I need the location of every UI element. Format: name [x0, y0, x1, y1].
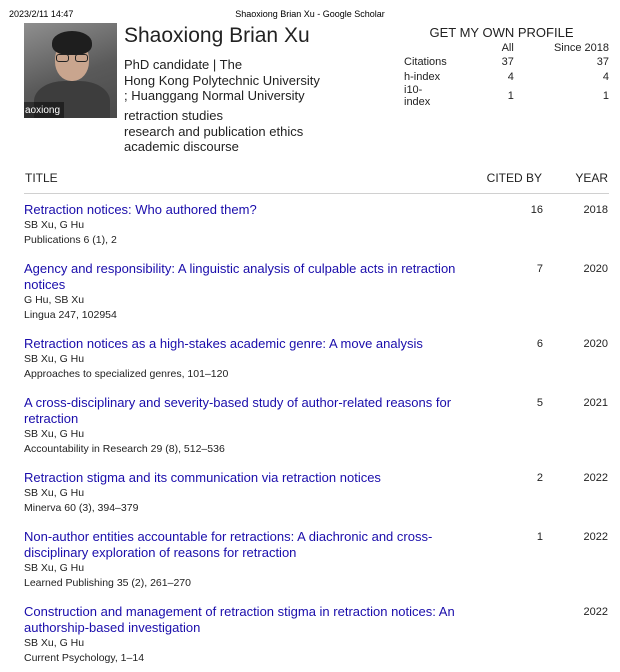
profile-affiliation — [124, 57, 339, 104]
publication-authors: G Hu, SB Xu — [24, 294, 85, 306]
publication-venue: Accountability in Research 29 (8), 512–536 — [24, 443, 225, 455]
stats-row-label: Citations — [404, 56, 447, 69]
publication-cited-by[interactable]: 6 — [536, 338, 543, 350]
publication-venue: Current Psychology, 1–14 — [24, 652, 145, 664]
publication-cited-by[interactable]: 1 — [536, 531, 543, 543]
column-header-cited-by[interactable]: CITED BY — [486, 171, 542, 185]
publication-row — [24, 470, 609, 516]
publication-cited-by[interactable]: 7 — [536, 263, 543, 275]
publication-authors: SB Xu, G Hu — [24, 487, 85, 499]
stats-row — [404, 84, 609, 108]
stats-row-since: 37 — [596, 56, 609, 69]
publication-row — [24, 261, 609, 323]
publication-title-link[interactable]: Retraction notices as a high-stakes academic genre: A move analysis — [24, 336, 423, 351]
publication-authors: SB Xu, G Hu — [24, 219, 85, 231]
column-header-year[interactable]: YEAR — [575, 171, 608, 185]
stats-row-since: 4 — [602, 70, 609, 83]
stats-col-all: All — [501, 42, 514, 54]
publication-title-link[interactable]: Construction and management of retraction stigma in retraction notices: An authorship-based investigation — [24, 604, 455, 635]
stats-row-all: 1 — [507, 90, 514, 102]
print-timestamp: 2023/2/11 14:47 — [9, 9, 74, 19]
interest-link[interactable]: retraction studies — [124, 108, 223, 123]
publication-cited-by[interactable]: 2 — [536, 472, 543, 484]
publication-cited-by[interactable]: 16 — [530, 204, 543, 216]
publication-authors: SB Xu, G Hu — [24, 428, 85, 440]
affiliation-line: ; Huanggang Normal University — [124, 88, 305, 103]
citation-stats — [404, 25, 609, 108]
profile-name: Shaoxiong Brian Xu — [124, 24, 310, 47]
stats-row-label: h-index — [404, 70, 441, 83]
publication-authors: SB Xu, G Hu — [24, 562, 85, 574]
affiliation-line: PhD candidate | The — [124, 57, 243, 72]
publication-year: 2022 — [583, 531, 608, 543]
publication-year: 2020 — [583, 338, 608, 350]
citation-stats-table — [404, 41, 609, 108]
stats-row-all: 4 — [507, 70, 514, 83]
get-my-own-profile-button[interactable]: GET MY OWN PROFILE — [429, 25, 574, 40]
publication-venue: Approaches to specialized genres, 101–120 — [24, 368, 229, 380]
print-page-title: Shaoxiong Brian Xu - Google Scholar — [235, 9, 385, 19]
publication-year: 2018 — [583, 204, 608, 216]
column-header-title[interactable]: TITLE — [25, 171, 58, 185]
stats-row — [404, 70, 609, 85]
publications-table-header — [24, 171, 609, 194]
publication-authors: SB Xu, G Hu — [24, 637, 85, 649]
publication-row — [24, 202, 609, 248]
interest-link[interactable]: research and publication ethics — [124, 123, 304, 139]
avatar-name-overlay: aoxiong — [25, 105, 61, 116]
publication-row — [24, 529, 609, 591]
publication-row — [24, 395, 609, 457]
publication-venue: Minerva 60 (3), 394–379 — [24, 502, 139, 514]
stats-row-all: 37 — [501, 56, 514, 69]
publication-title-link[interactable]: Retraction stigma and its communication via retraction notices — [24, 470, 381, 485]
publication-venue: Publications 6 (1), 2 — [24, 234, 117, 246]
print-header — [9, 9, 611, 21]
affiliation-line: Hong Kong Polytechnic University — [124, 72, 320, 88]
publication-venue: Lingua 247, 102954 — [24, 309, 117, 321]
publication-venue: Learned Publishing 35 (2), 261–270 — [24, 577, 191, 589]
publication-year: 2021 — [583, 397, 608, 409]
publication-year: 2020 — [583, 263, 608, 275]
publication-title-link[interactable]: A cross-disciplinary and severity-based study of author-related reasons for retraction — [24, 395, 452, 426]
stats-row-since: 1 — [602, 90, 609, 102]
publication-row — [24, 604, 609, 666]
stats-row-label: i10-index — [404, 84, 431, 108]
publication-title-link[interactable]: Agency and responsibility: A linguistic analysis of culpable acts in retraction notices — [24, 261, 456, 292]
profile-interests — [124, 108, 303, 155]
stats-col-since: Since 2018 — [553, 42, 609, 54]
stats-row — [404, 55, 609, 70]
avatar — [24, 23, 117, 118]
publication-title-link[interactable]: Non-author entities accountable for retractions: A diachronic and cross-disciplinary exploration of reasons for retraction — [24, 529, 433, 560]
publication-row — [24, 336, 609, 382]
publication-title-link[interactable]: Retraction notices: Who authored them? — [24, 202, 257, 217]
publication-year: 2022 — [583, 472, 608, 484]
publication-cited-by[interactable]: 5 — [536, 397, 543, 409]
publication-authors: SB Xu, G Hu — [24, 353, 85, 365]
interest-link[interactable]: academic discourse — [124, 139, 239, 154]
publication-year: 2022 — [583, 606, 608, 618]
